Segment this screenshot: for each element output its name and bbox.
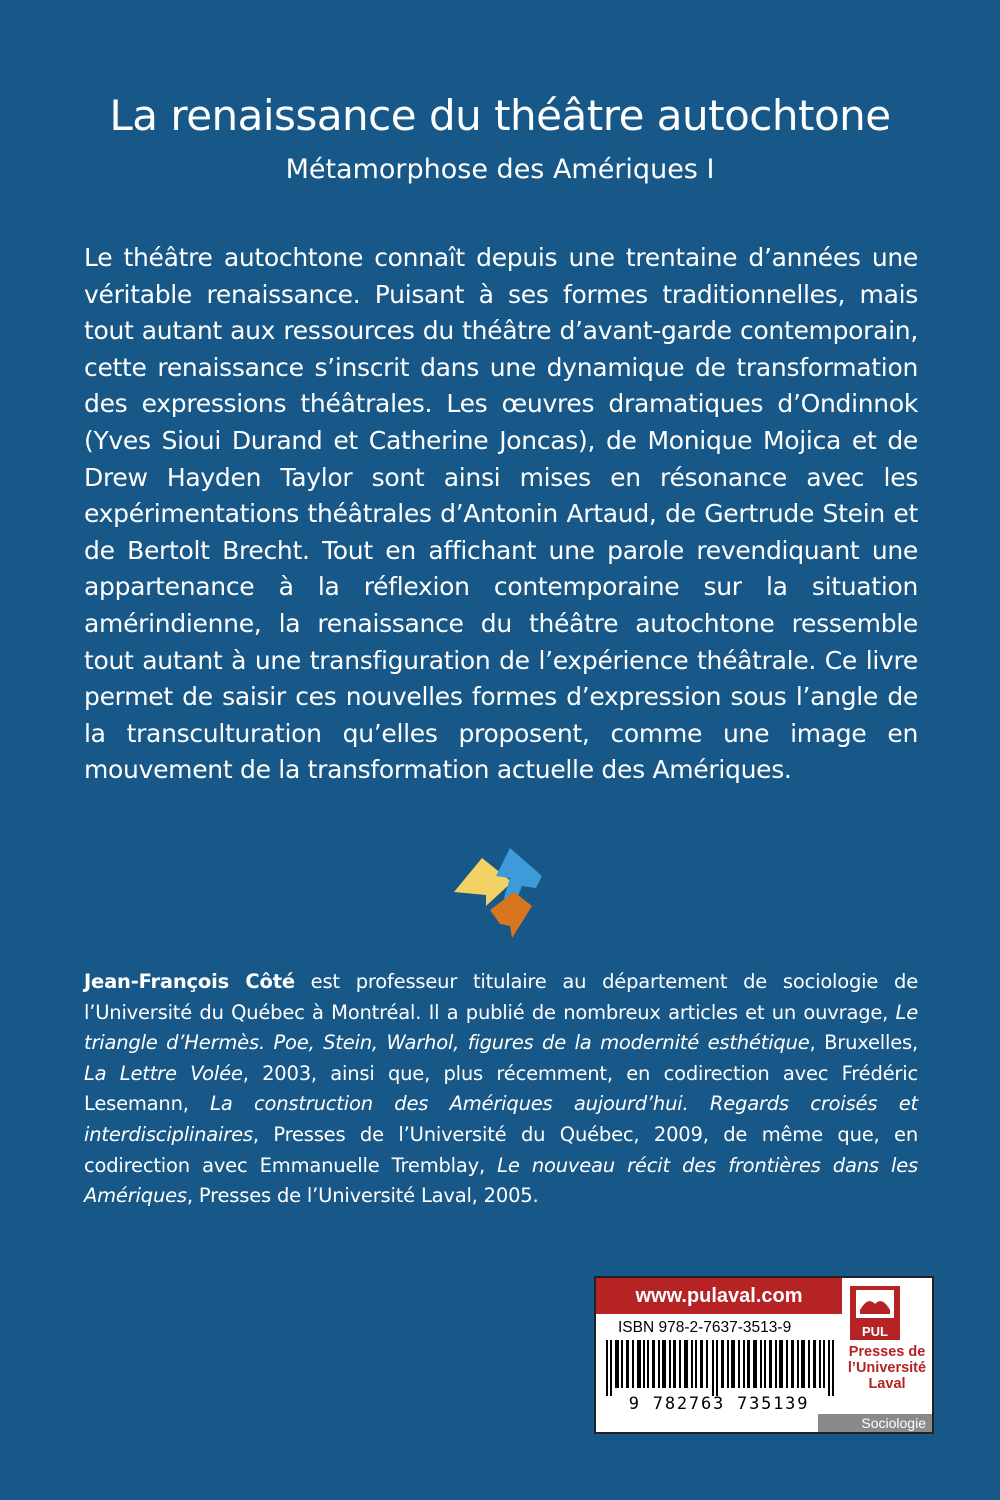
book-title-3: Le nouveau récit des frontières dans les Amériques <box>84 1153 918 1208</box>
book-title-2: La construction des Amériques aujourd’hui. Regards croisés et interdisciplinaires <box>84 1092 918 1146</box>
author-bio <box>84 967 918 1212</box>
arrows-logo-icon <box>452 840 552 940</box>
isbn-text: ISBN 978-2-7637-3513-9 <box>618 1319 792 1336</box>
author-bio-text: Jean-François Côté est professeur titulaire au département de sociologie de l’Université du Québec à Montréal. Il a publié de nombreux articles et un ouvrage, Le triangle d’Hermès. Poe, Stein, Warhol, figures de la modernité esthétique, Bruxelles, La Lettre Volée, 2003, ainsi que, plus récemment, en codirection avec Frédéric Lesemann, La construction des Amériques aujourd’hui. Regards croisés et interdisciplinaires, Presses de l’Université du Québec, 2009, de même que, en codirection avec Emmanuelle Tremblay, Le nouveau récit des frontières dans les Amériques, Presses de l’Université Laval, 2005. <box>84 970 918 1208</box>
publisher-name: Presses de l’Université Laval <box>847 1344 927 1392</box>
barcode-icon <box>604 1340 836 1396</box>
orange-arrow-icon <box>490 892 532 938</box>
publisher-url[interactable]: www.pulaval.com <box>596 1278 842 1314</box>
pul-logo-icon <box>850 1286 900 1340</box>
pul-logo-text: PUL <box>862 1324 888 1339</box>
category-label: Sociologie <box>818 1414 932 1432</box>
summary-text: Le théâtre autochtone connaît depuis une trentaine d’années une véritable renaissance. Puisant à ses formes traditionnelles, mais tout autant aux ressources du théâtre d’avant-garde contemporain, cette renaissance s’inscrit dans une dynamique de transformation des expressions théâtrales. Les œuvres dramatiques d’Ondinnok (Yves Sioui Durand et Catherine Joncas), de Monique Mojica et de Drew Hayden Taylor sont ainsi mises en résonance avec les expérimentations théâtrales d’Antonin Artaud, de Gertrude Stein et de Bertolt Brecht. Tout en affichant une parole revendiquant une appartenance à la réflexion contemporaine sur la situation amérindienne, la renaissance du théâtre autochtone ressemble tout autant à une transfiguration de l’expérience théâtrale. Ce livre permet de saisir ces nouvelles formes d’expression sous l’angle de la transculturation qu’elles proposent, comme une image en mouvement de la transformation actuelle des Amériques. <box>84 243 918 785</box>
barcode-digits: 9 782763 735139 <box>628 1394 810 1414</box>
summary-section <box>84 240 918 789</box>
book-subtitle: Métamorphose des Amériques I <box>285 154 715 185</box>
publisher-name-1: La Lettre Volée <box>84 1061 243 1085</box>
author-name: Jean-François Côté <box>84 970 295 993</box>
book-title-1: Le triangle d’Hermès. Poe, Stein, Warhol, figures de la modernité esthétique <box>84 1000 918 1055</box>
book-title: La renaissance du théâtre autochtone <box>109 91 891 140</box>
publisher-box <box>594 1276 934 1434</box>
